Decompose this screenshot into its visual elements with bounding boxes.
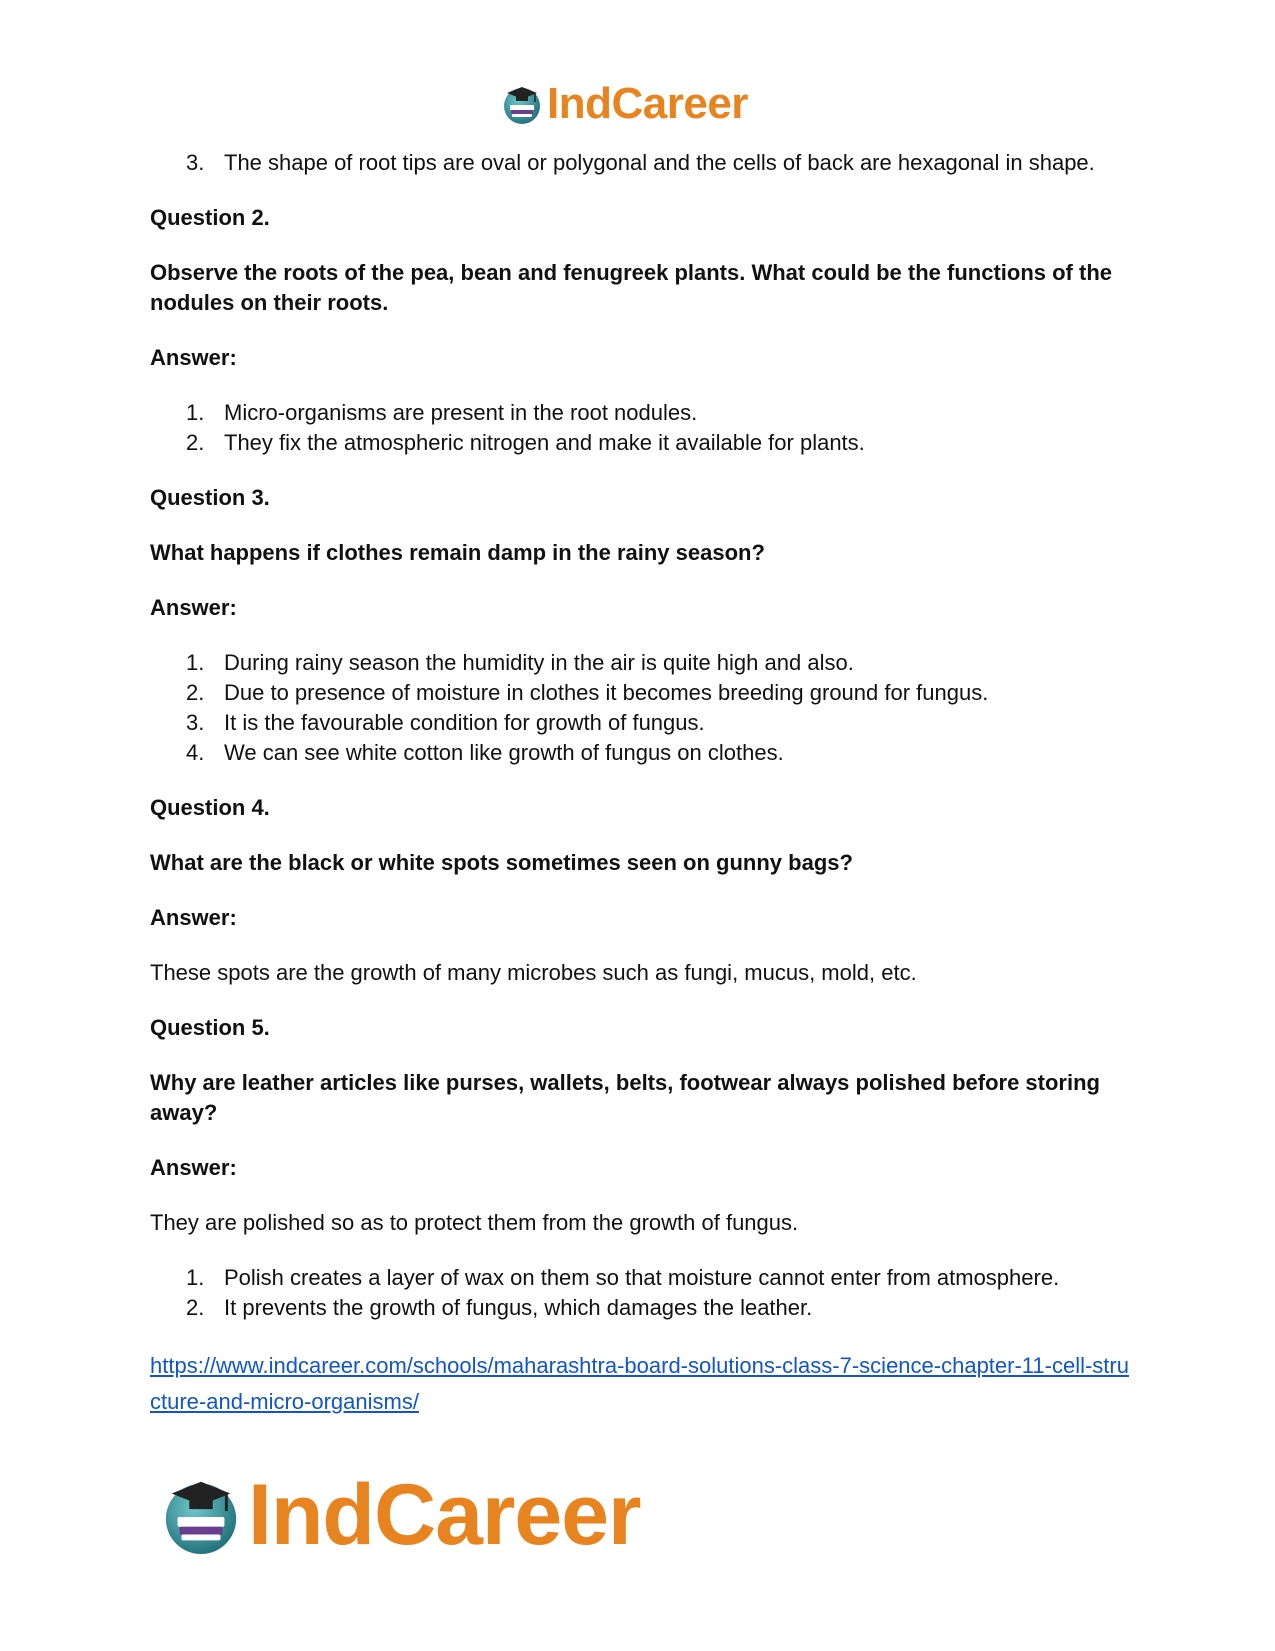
- list-number: 1.: [186, 650, 205, 675]
- list-number: 1.: [186, 400, 205, 425]
- list-item: [150, 1263, 1130, 1293]
- footer-logo: [160, 1467, 641, 1563]
- list-item: [150, 738, 1130, 768]
- intro-list: [150, 148, 1130, 178]
- list-item-text: It is the favourable condition for growth of fungus.: [224, 710, 705, 735]
- list-item: [150, 708, 1130, 738]
- header-logo-text: IndCareer: [547, 79, 748, 128]
- question-4-text: What are the black or white spots sometimes seen on gunny bags?: [150, 850, 853, 875]
- list-item-text: Due to presence of moisture in clothes it becomes breeding ground for fungus.: [224, 680, 989, 705]
- source-link[interactable]: https://www.indcareer.com/schools/maharashtra-board-solutions-class-7-science-chapter-11-cell-structure-and-micro-organisms/: [150, 1353, 1129, 1414]
- answer-5-label: Answer:: [150, 1155, 237, 1180]
- footer-logo-text: IndCareer: [248, 1467, 641, 1563]
- answer-2-list: [150, 398, 1130, 458]
- list-item: [150, 148, 1130, 178]
- answer-3-list: [150, 648, 1130, 768]
- list-number: 3.: [186, 710, 205, 735]
- question-2-label: Question 2.: [150, 205, 270, 230]
- answer-4-text: These spots are the growth of many microbes such as fungi, mucus, mold, etc.: [150, 960, 917, 985]
- list-number: 2.: [186, 430, 205, 455]
- list-item-text: We can see white cotton like growth of fungus on clothes.: [224, 740, 784, 765]
- question-2-text: Observe the roots of the pea, bean and fenugreek plants. What could be the functions of the nodules on their roots.: [150, 260, 1112, 315]
- list-item-text: Micro-organisms are present in the root nodules.: [224, 400, 698, 425]
- list-item-text: During rainy season the humidity in the air is quite high and also.: [224, 650, 854, 675]
- list-item-text: It prevents the growth of fungus, which damages the leather.: [224, 1295, 813, 1320]
- list-number: 2.: [186, 1295, 205, 1320]
- list-item: [150, 678, 1130, 708]
- header-logo: [501, 80, 748, 128]
- question-3-label: Question 3.: [150, 485, 270, 510]
- list-number: 1.: [186, 1265, 205, 1290]
- document-body: [150, 148, 1130, 1420]
- list-item: [150, 428, 1130, 458]
- list-item-text: The shape of root tips are oval or polygonal and the cells of back are hexagonal in shape.: [224, 150, 1095, 175]
- question-4-label: Question 4.: [150, 795, 270, 820]
- answer-2-label: Answer:: [150, 345, 237, 370]
- list-item-text: Polish creates a layer of wax on them so that moisture cannot enter from atmosphere.: [224, 1265, 1060, 1290]
- list-number: 3.: [186, 150, 205, 175]
- question-5-label: Question 5.: [150, 1015, 270, 1040]
- answer-5-text: They are polished so as to protect them from the growth of fungus.: [150, 1210, 799, 1235]
- list-item: [150, 398, 1130, 428]
- question-5-text: Why are leather articles like purses, wallets, belts, footwear always polished before storing away?: [150, 1070, 1100, 1125]
- answer-5-list: [150, 1263, 1130, 1323]
- list-item-text: They fix the atmospheric nitrogen and make it available for plants.: [224, 430, 865, 455]
- list-item: [150, 648, 1130, 678]
- logo-globe-icon: [160, 1474, 242, 1556]
- answer-3-label: Answer:: [150, 595, 237, 620]
- list-number: 2.: [186, 680, 205, 705]
- list-number: 4.: [186, 740, 205, 765]
- logo-globe-icon: [501, 83, 543, 125]
- question-3-text: What happens if clothes remain damp in the rainy season?: [150, 540, 765, 565]
- list-item: [150, 1293, 1130, 1323]
- answer-4-label: Answer:: [150, 905, 237, 930]
